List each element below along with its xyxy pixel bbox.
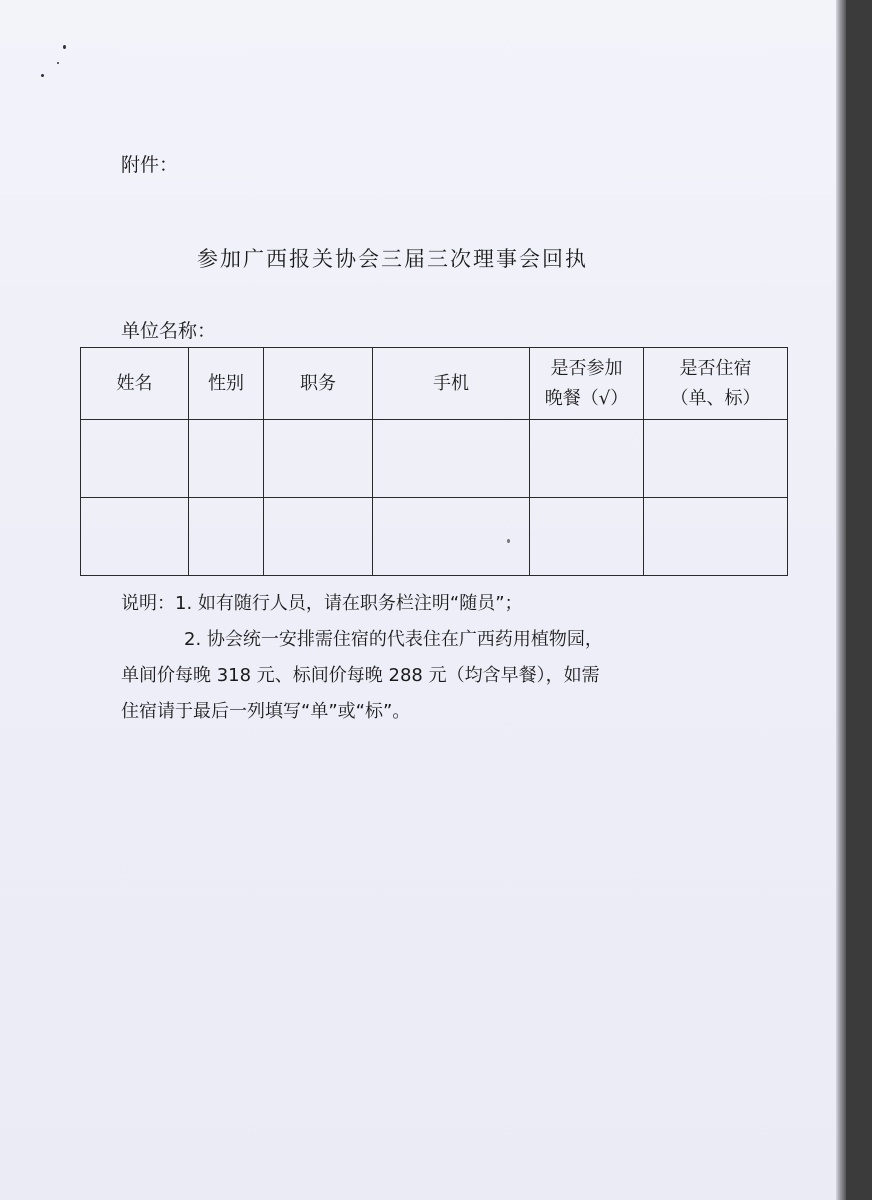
scan-speck — [63, 45, 66, 49]
header-lodging-line2: （单、标） — [670, 387, 761, 409]
scan-speck — [57, 62, 59, 64]
header-name — [81, 348, 189, 420]
reply-form-table — [80, 347, 788, 576]
table-header-row — [81, 348, 788, 420]
attachment-label: 附件： — [121, 154, 179, 176]
cell-mobile[interactable] — [373, 420, 530, 498]
table-row — [81, 498, 788, 576]
header-name-label: 姓名 — [116, 372, 153, 394]
header-lodging-line1: 是否住宿 — [679, 357, 752, 379]
unit-name-label: 单位名称： — [121, 320, 217, 342]
header-lodging — [644, 348, 788, 420]
cell-name[interactable] — [81, 420, 189, 498]
cell-dinner[interactable] — [530, 420, 644, 498]
cell-lodging[interactable] — [644, 498, 788, 576]
note-line-2: 2. 协会统一安排需住宿的代表住在广西药用植物园， — [184, 629, 603, 650]
cell-name[interactable] — [81, 498, 189, 576]
cell-position[interactable] — [264, 420, 373, 498]
note-line-3: 单间价每晚 318 元、标间价每晚 288 元（均含早餐），如需 — [121, 665, 600, 686]
header-position — [264, 348, 373, 420]
cell-dinner[interactable] — [530, 498, 644, 576]
note-line-1: 说明：1. 如有随行人员，请在职务栏注明“随员”； — [121, 593, 523, 614]
header-dinner-line2: 晚餐（√） — [544, 387, 629, 409]
table-row — [81, 420, 788, 498]
cell-position[interactable] — [264, 498, 373, 576]
notes-section — [121, 586, 603, 730]
note-line-4: 住宿请于最后一列填写“单”或“标”。 — [121, 701, 411, 722]
header-gender-label: 性别 — [208, 372, 244, 394]
header-mobile — [373, 348, 530, 420]
cell-gender[interactable] — [189, 498, 264, 576]
header-mobile-label: 手机 — [433, 372, 469, 394]
document-title: 参加广西报关协会三届三次理事会回执 — [197, 247, 588, 271]
cell-gender[interactable] — [189, 420, 264, 498]
cell-lodging[interactable] — [644, 420, 788, 498]
header-dinner — [530, 348, 644, 420]
scan-speck — [41, 74, 44, 77]
header-gender — [189, 348, 264, 420]
cell-mobile[interactable] — [373, 498, 530, 576]
header-position-label: 职务 — [300, 372, 336, 394]
scanner-edge-shadow — [836, 0, 846, 1200]
header-dinner-line1: 是否参加 — [550, 357, 623, 379]
